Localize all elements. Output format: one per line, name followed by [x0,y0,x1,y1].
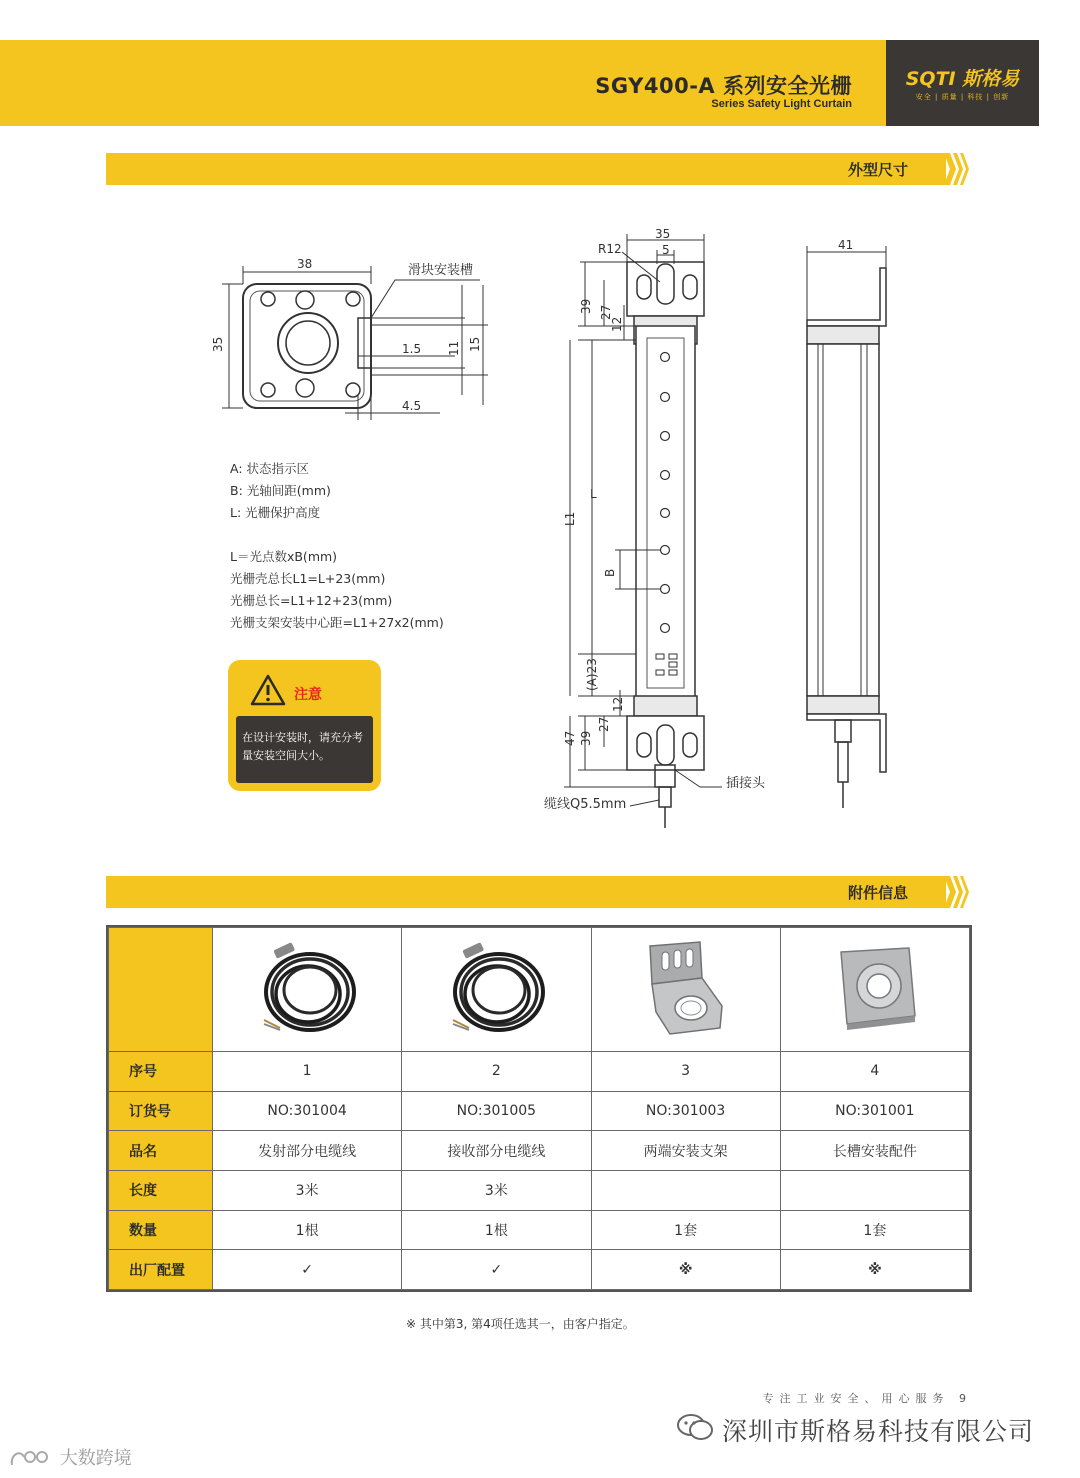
table-cell: NO:301003 [591,1091,780,1131]
dim-47: 47 [563,730,577,746]
dim-39-top: 39 [579,298,593,314]
table-cell: 1根 [213,1210,402,1250]
dimension-notes [230,458,444,634]
cable-label: 缆线Q5.5mm [544,797,627,812]
table-cell: 2 [402,1052,591,1092]
formula-line: 光栅支架安装中心距=L1+27x2(mm) [230,615,444,630]
footer-slogan-text: 专注工业安全、用心服务 [762,1392,950,1405]
table-footnote: ※ 其中第3, 第4项任选其一，由客户指定。 [406,1317,635,1331]
product-image-slot-fitting [780,928,969,1052]
page-title: SGY400-A 系列安全光栅 [595,74,852,98]
accessories-table [106,925,972,1292]
cable-coil-icon [252,936,362,1040]
bracket-icon [636,936,736,1040]
row-header-index: 序号 [109,1052,213,1092]
dim-r12: R12 [598,242,622,256]
note-line: L: 光栅保护高度 [230,505,321,520]
row-header-length: 长度 [109,1170,213,1210]
notice-title: 注意 [294,687,322,703]
table-cell: 1根 [402,1210,591,1250]
section-title-accessories: 附件信息 [847,884,908,902]
brand-logo [886,40,1039,126]
table-row [109,1052,970,1092]
product-image-receiver-cable [402,928,591,1052]
page-number: 9 [959,1392,972,1405]
table-cell: 1 [213,1052,402,1092]
formula-line: L＝光点数xB(mm) [230,549,338,564]
table-corner [109,928,213,1052]
reference-mark: ※ [591,1250,780,1290]
table-cell: 3米 [402,1170,591,1210]
check-mark: ✓ [213,1250,402,1290]
table-row [109,1091,970,1131]
table-cell: 两端安装支架 [591,1131,780,1171]
table-row [109,1170,970,1210]
dim-4-5: 4.5 [402,399,422,413]
watermark [8,1444,132,1471]
technical-drawing [0,190,1080,830]
reference-mark: ※ [780,1250,969,1290]
table-row [109,1131,970,1171]
section-title-dimensions: 外型尺寸 [847,161,908,179]
dim-width-38: 38 [297,257,313,271]
brand-logo-text: SQTI 斯格易 [905,68,1020,90]
dim-width-41: 41 [838,238,854,252]
table-row [109,1250,970,1290]
table-cell: 长槽安装配件 [780,1131,969,1171]
notice-body: 在设计安装时，请充分考量安装空间大小。 [236,716,373,783]
watermark-logo-icon [8,1447,54,1471]
table-cell [780,1170,969,1210]
slot-label: 滑块安装槽 [408,263,474,278]
row-header-order-no: 订货号 [109,1091,213,1131]
section-bar-accessories [106,876,946,908]
footer-slogan [763,1390,973,1406]
dim-5: 5 [662,243,670,257]
table-cell: 接收部分电缆线 [402,1131,591,1171]
table-cell: 3 [591,1052,780,1092]
watermark-text: 大数跨境 [59,1448,132,1469]
note-line: A: 状态指示区 [230,461,310,476]
wechat-icon [676,1412,714,1442]
cable-coil-icon [441,936,551,1040]
table-cell [591,1170,780,1210]
row-header-factory-config: 出厂配置 [109,1250,213,1290]
product-image-emitter-cable [213,928,402,1052]
dim-A23: (A)23 [585,658,599,691]
dim-12-bottom: 12 [611,696,625,712]
table-cell: NO:301005 [402,1091,591,1131]
page-subtitle: Series Safety Light Curtain [711,98,852,110]
side-view [807,246,886,808]
product-image-bracket [591,928,780,1052]
dim-27-bottom: 27 [597,716,611,732]
row-header-name: 品名 [109,1131,213,1171]
dim-39-bottom: 39 [579,730,593,746]
dim-27-top: 27 [599,304,613,320]
dim-12-top: 12 [610,316,624,332]
table-cell: 4 [780,1052,969,1092]
row-header-quantity: 数量 [109,1210,213,1250]
formula-line: 光栅总长=L1+12+23(mm) [230,593,393,608]
formula-line: 光栅壳总长L1=L+23(mm) [230,571,386,586]
stripes-icon [942,153,972,185]
table-cell: 发射部分电缆线 [213,1131,402,1171]
slot-fitting-icon [825,936,925,1040]
table-cell: NO:301004 [213,1091,402,1131]
company-name: 深圳市斯格易科技有限公司 [722,1417,1035,1446]
table-cell: 1套 [591,1210,780,1250]
connector-label: 插接头 [726,776,766,791]
warning-icon [250,674,286,706]
table-row [109,1210,970,1250]
dim-11: 11 [447,340,461,356]
section-bar-dimensions [106,153,946,185]
dim-L1: L1 [563,511,577,526]
stripes-icon [942,876,972,908]
dim-15: 15 [468,336,482,352]
table-row-images [109,928,970,1052]
dim-height-35: 35 [211,336,225,352]
check-mark: ✓ [402,1250,591,1290]
table-cell: 1套 [780,1210,969,1250]
dim-width-35: 35 [655,227,671,241]
dim-B: B [603,568,617,577]
table-cell: 3米 [213,1170,402,1210]
table-cell: NO:301001 [780,1091,969,1131]
dim-1-5: 1.5 [402,342,422,356]
brand-tagline: 安全 | 质量 | 科技 | 创新 [915,93,1010,101]
dim-L: L [590,487,597,501]
note-line: B: 光轴间距(mm) [230,483,331,498]
notice-box [228,660,381,791]
